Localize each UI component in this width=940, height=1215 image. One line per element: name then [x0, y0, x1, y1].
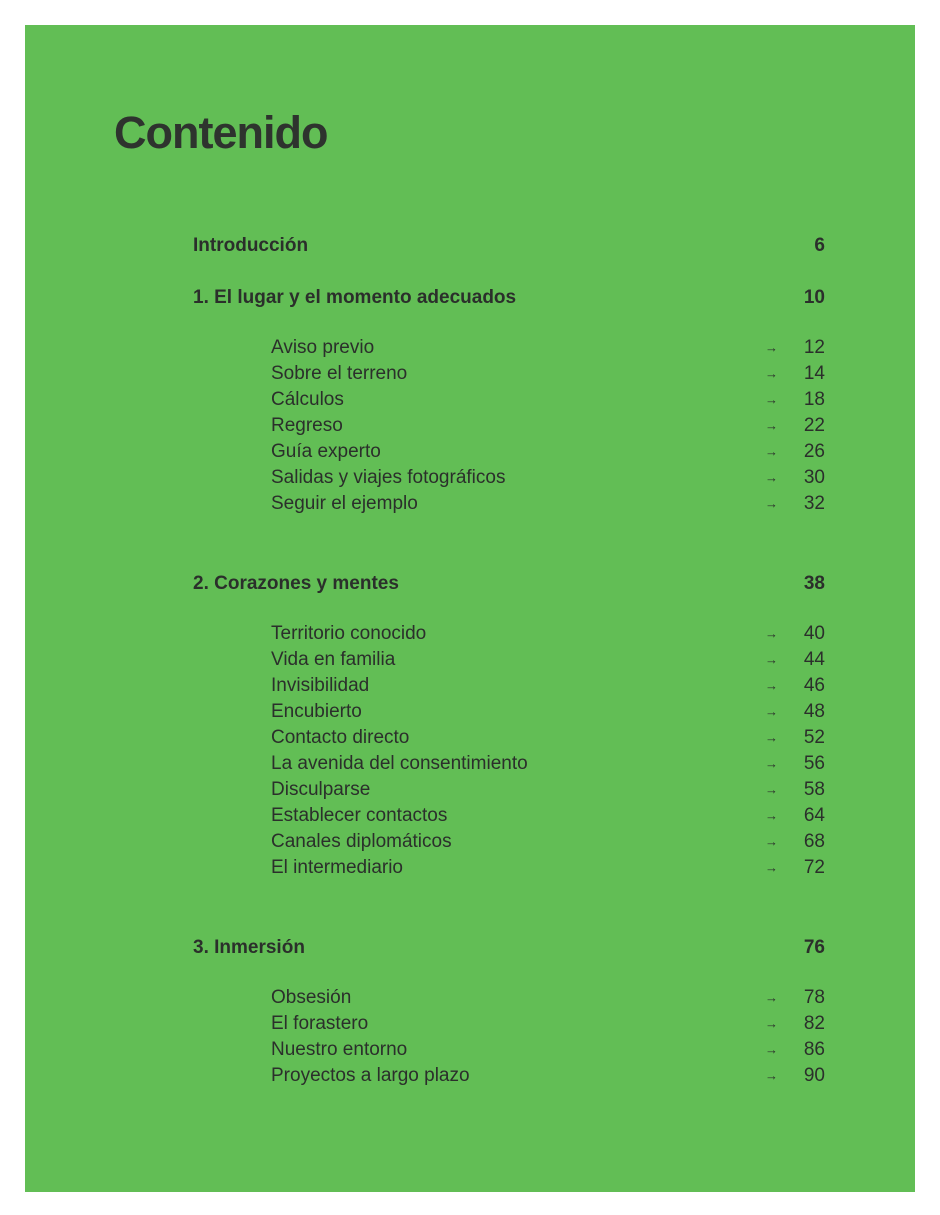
- section-label: Invisibilidad: [271, 675, 370, 696]
- right-arrow-icon: →: [765, 1068, 778, 1083]
- right-arrow-icon: →: [765, 496, 778, 511]
- section-page-number: 12: [803, 337, 825, 358]
- section-page-number: 22: [803, 415, 825, 436]
- section-page-number: 90: [803, 1065, 825, 1086]
- section-page-number: 68: [803, 831, 825, 852]
- chapter-label: 1. El lugar y el momento adecuados: [193, 287, 517, 308]
- right-arrow-icon: →: [765, 626, 778, 641]
- section-page-number: 86: [803, 1039, 825, 1060]
- section-label: Contacto directo: [271, 727, 410, 748]
- right-arrow-icon: →: [765, 834, 778, 849]
- toc-section-item[interactable]: [271, 1011, 825, 1037]
- toc-section-item[interactable]: [271, 803, 825, 829]
- toc-section-item[interactable]: [271, 335, 825, 361]
- chapter-1-sections: [271, 335, 825, 517]
- toc-section-item[interactable]: [271, 725, 825, 751]
- toc-section-item[interactable]: [271, 777, 825, 803]
- right-arrow-icon: →: [765, 990, 778, 1005]
- chapter-label: 2. Corazones y mentes: [193, 573, 399, 594]
- section-label: Seguir el ejemplo: [271, 493, 418, 514]
- right-arrow-icon: →: [765, 470, 778, 485]
- toc-section-item[interactable]: [271, 361, 825, 387]
- toc-section-item[interactable]: [271, 699, 825, 725]
- toc-section-item[interactable]: [271, 1063, 825, 1089]
- toc-chapter-3[interactable]: [193, 933, 825, 963]
- right-arrow-icon: →: [765, 340, 778, 355]
- section-page-number: 44: [803, 649, 825, 670]
- section-label: El forastero: [271, 1013, 369, 1034]
- chapter-2-sections: [271, 621, 825, 881]
- toc-section-item[interactable]: [271, 829, 825, 855]
- section-label: Salidas y viajes fotográficos: [271, 467, 506, 488]
- chapter-label: 3. Inmersión: [193, 937, 305, 958]
- section-label: Proyectos a largo plazo: [271, 1065, 470, 1086]
- chapter-page-number: 76: [803, 937, 825, 958]
- section-page-number: 56: [803, 753, 825, 774]
- section-label: Territorio conocido: [271, 623, 427, 644]
- section-page-number: 32: [803, 493, 825, 514]
- right-arrow-icon: →: [765, 730, 778, 745]
- toc-section-item[interactable]: [271, 985, 825, 1011]
- toc-section-item[interactable]: [271, 439, 825, 465]
- section-page-number: 72: [803, 857, 825, 878]
- section-label: Canales diplomáticos: [271, 831, 452, 852]
- toc-chapter-2[interactable]: [193, 569, 825, 599]
- toc-section-item[interactable]: [271, 751, 825, 777]
- toc-section-item[interactable]: [271, 413, 825, 439]
- section-label: Disculparse: [271, 779, 371, 800]
- right-arrow-icon: →: [765, 652, 778, 667]
- section-page-number: 58: [803, 779, 825, 800]
- toc-section-item[interactable]: [271, 465, 825, 491]
- toc-section-item[interactable]: [271, 855, 825, 881]
- section-label: Encubierto: [271, 701, 362, 722]
- table-of-contents: [193, 231, 825, 1089]
- toc-section-item[interactable]: [271, 491, 825, 517]
- section-page-number: 64: [803, 805, 825, 826]
- chapter-page-number: 6: [814, 235, 825, 256]
- section-page-number: 46: [803, 675, 825, 696]
- section-label: Establecer contactos: [271, 805, 448, 826]
- section-label: Nuestro entorno: [271, 1039, 408, 1060]
- toc-section-item[interactable]: [271, 1037, 825, 1063]
- contents-page: [25, 25, 915, 1192]
- section-label: Vida en familia: [271, 649, 396, 670]
- right-arrow-icon: →: [765, 392, 778, 407]
- right-arrow-icon: →: [765, 366, 778, 381]
- toc-section-item[interactable]: [271, 673, 825, 699]
- right-arrow-icon: →: [765, 444, 778, 459]
- page-title: Contenido: [114, 107, 328, 158]
- section-label: El intermediario: [271, 857, 403, 878]
- section-label: Cálculos: [271, 389, 344, 410]
- section-page-number: 52: [803, 727, 825, 748]
- toc-intro[interactable]: [193, 231, 825, 261]
- right-arrow-icon: →: [765, 756, 778, 771]
- right-arrow-icon: →: [765, 704, 778, 719]
- section-page-number: 26: [803, 441, 825, 462]
- chapter-3-sections: [271, 985, 825, 1089]
- chapter-page-number: 38: [803, 573, 825, 594]
- toc-section-item[interactable]: [271, 387, 825, 413]
- right-arrow-icon: →: [765, 808, 778, 823]
- section-label: La avenida del consentimiento: [271, 753, 528, 774]
- toc-section-item[interactable]: [271, 647, 825, 673]
- section-label: Obsesión: [271, 987, 352, 1008]
- toc-chapter-1[interactable]: [193, 283, 825, 313]
- right-arrow-icon: →: [765, 860, 778, 875]
- right-arrow-icon: →: [765, 678, 778, 693]
- section-page-number: 30: [803, 467, 825, 488]
- section-label: Regreso: [271, 415, 343, 436]
- right-arrow-icon: →: [765, 1042, 778, 1057]
- chapter-label: Introducción: [193, 235, 309, 256]
- right-arrow-icon: →: [765, 1016, 778, 1031]
- section-page-number: 40: [803, 623, 825, 644]
- chapter-page-number: 10: [803, 287, 825, 308]
- section-label: Guía experto: [271, 441, 381, 462]
- right-arrow-icon: →: [765, 418, 778, 433]
- section-label: Aviso previo: [271, 337, 375, 358]
- section-page-number: 78: [803, 987, 825, 1008]
- section-page-number: 82: [803, 1013, 825, 1034]
- toc-section-item[interactable]: [271, 621, 825, 647]
- section-page-number: 14: [803, 363, 825, 384]
- right-arrow-icon: →: [765, 782, 778, 797]
- section-label: Sobre el terreno: [271, 363, 408, 384]
- section-page-number: 48: [803, 701, 825, 722]
- section-page-number: 18: [803, 389, 825, 410]
